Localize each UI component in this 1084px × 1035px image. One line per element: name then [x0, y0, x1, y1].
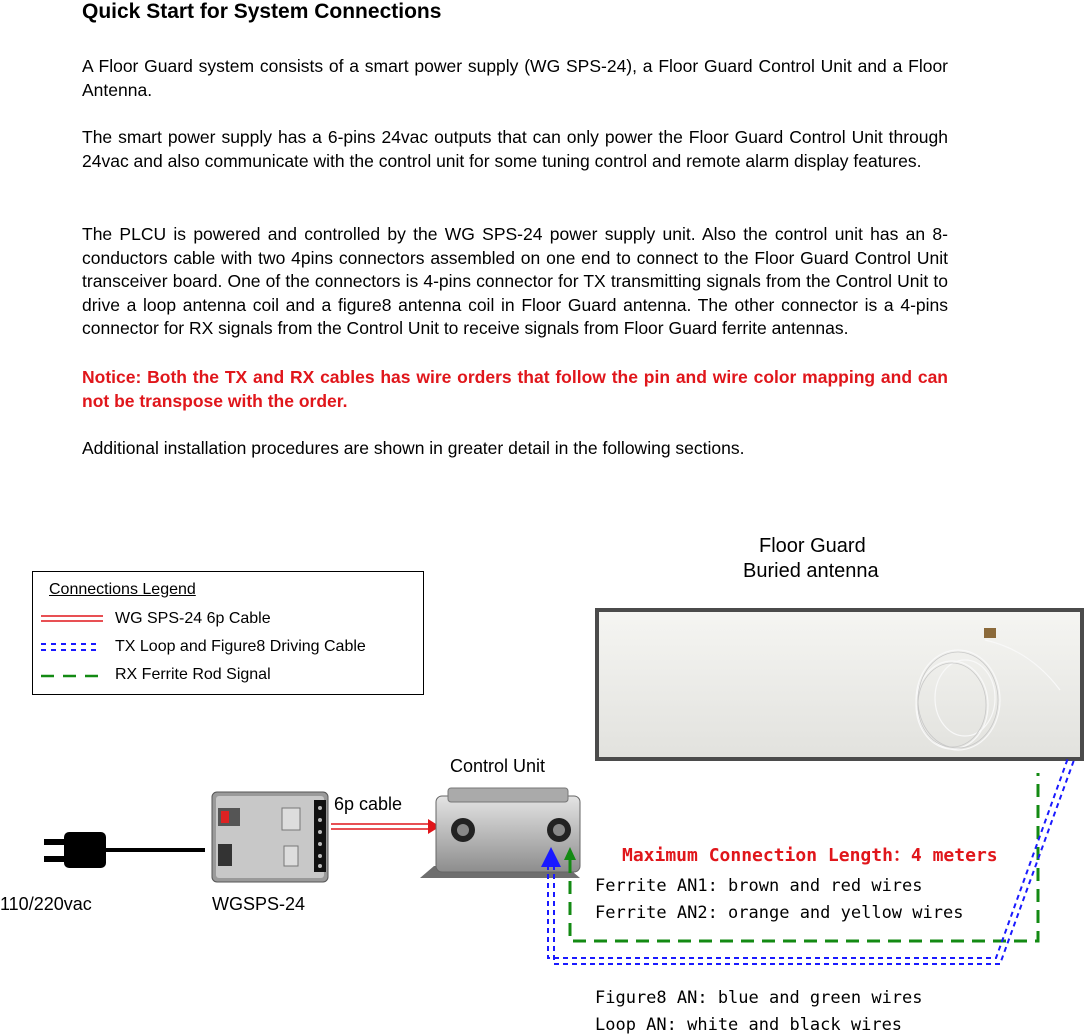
supply-label: WGSPS-24 [212, 894, 306, 914]
figure8-an-note: Figure8 AN: blue and green wires [595, 988, 923, 1008]
page-title: Quick Start for System Connections [82, 0, 442, 23]
intro-paragraph: A Floor Guard system consists of a smart power supply (WG SPS-24), a Floor Guard Control Unit and a Floor Antenna. [82, 56, 948, 100]
rx-ferrite-cable-line [564, 773, 1038, 941]
6p-cable-line [331, 819, 440, 834]
plcu-paragraph: The PLCU is powered and controlled by the WG SPS-24 power supply unit. Also the control unit has an 8-conductors cable with two 4pins connectors assembled on one end to connect to the Floor Guard Control Unit transceiver board. One of the connectors is 4-pins connector for TX transmitting signals from the Control Unit to drive a loop antenna coil and a figure8 antenna coil in Floor Guard antenna. The other connector is a 4-pins connector for RX signals from the Control Unit to receive signals from Floor Guard ferrite antennas. [82, 224, 948, 338]
antenna-label-line1: Floor Guard [759, 535, 866, 557]
loop-an-note: Loop AN: white and black wires [595, 1015, 903, 1035]
notice-text: Notice: Both the TX and RX cables has wire orders that follow the pin and wire color mapping and can not be transpose with the order. [82, 367, 948, 411]
power-plug-image [44, 832, 205, 868]
control-unit-label: Control Unit [450, 756, 546, 776]
tx-loop-cable-line [541, 758, 1074, 964]
max-length-note: Maximum Connection Length：4 meters [622, 845, 998, 866]
power-supply-image [212, 792, 328, 882]
cable-label: 6p cable [334, 794, 403, 814]
ferrite-an1-note: Ferrite AN1: brown and red wires [595, 876, 923, 896]
additional-info-paragraph: Additional installation procedures are shown in greater detail in the following sections. [82, 438, 745, 458]
legend-item-rx-cable: RX Ferrite Rod Signal [115, 666, 271, 683]
control-unit-connector-left [451, 818, 475, 842]
legend-item-tx-cable: TX Loop and Figure8 Driving Cable [115, 638, 366, 655]
power-supply-paragraph: The smart power supply has a 6-pins 24vac outputs that can only power the Floor Guard Control Unit through 24vac and also communicate with the control unit for some tuning control and remote alarm display features. [82, 127, 948, 171]
ferrite-an2-note: Ferrite AN2: orange and yellow wires [595, 903, 964, 923]
floor-antenna-image [595, 608, 1084, 761]
legend-title: Connections Legend [49, 581, 196, 598]
legend-item-6p-cable: WG SPS-24 6p Cable [115, 610, 271, 627]
power-label: 110/220vac [0, 894, 92, 914]
control-unit-connector-right [547, 818, 571, 842]
antenna-label-line2: Buried antenna [743, 560, 879, 582]
